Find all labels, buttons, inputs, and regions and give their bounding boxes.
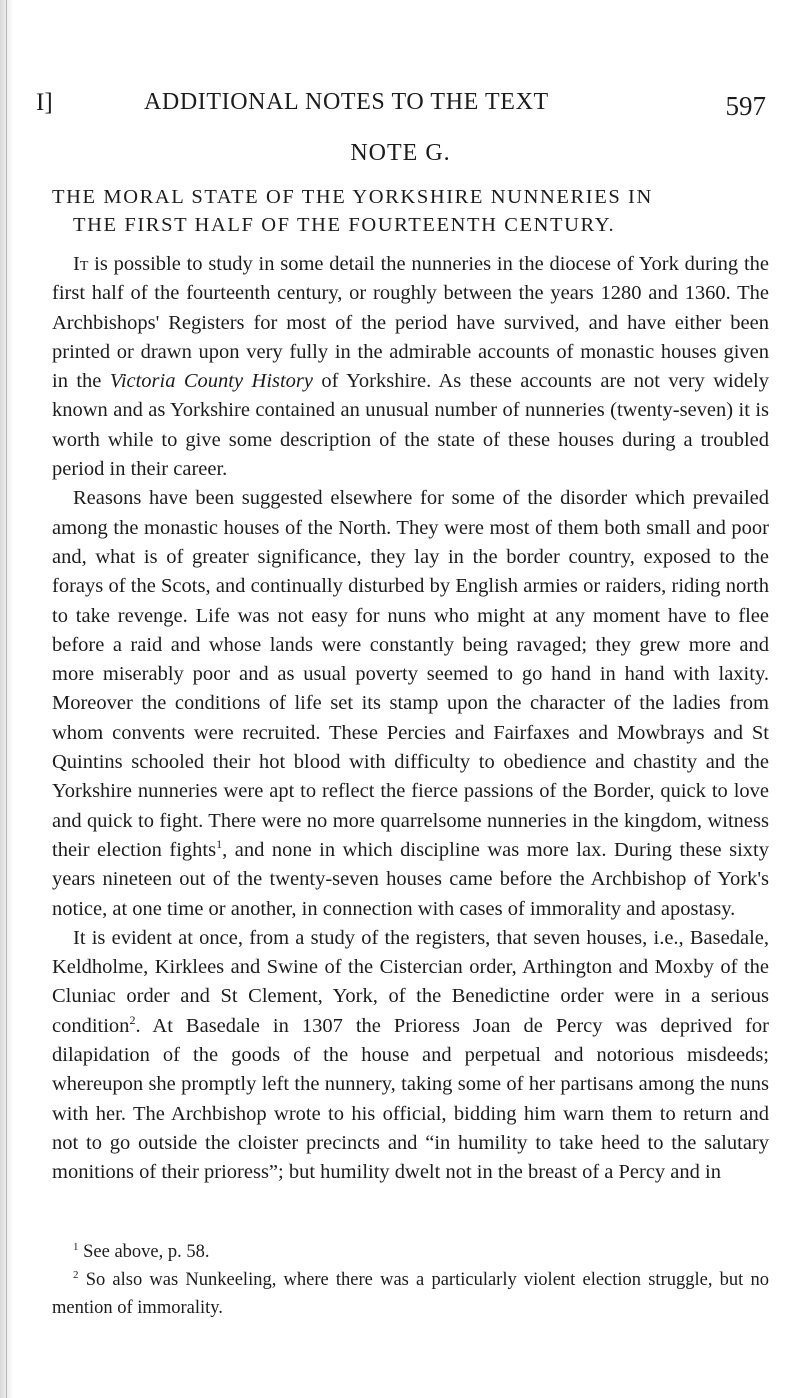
paragraph-text-continued: of Yorkshire. As these accounts are not very widely known and as Yorkshire contained an unusual number of nunneries (twenty-seven) it is worth while to give some description of the state of these houses during a troubled period in their career. [52,370,769,481]
footnote-text: So also was Nunkeeling, where there was a particularly violent election struggle, but no mention of immorality. [52,1270,769,1318]
paragraph-text: is possible to study in some detail the nunneries in the diocese of York during the first half of the fourteenth century, or roughly between the years 1280 and 1360. The Archbishops' Registers for most of the period have survived, and have either been printed or drawn upon very fully in the admirable accounts of monastic houses given in the [52,253,769,393]
section-title-line-2: THE FIRST HALF OF THE FOURTEENTH CENTURY. [73,214,616,236]
running-title: ADDITIONAL NOTES TO THE TEXT [144,89,549,115]
footnote-text: See above, p. 58. [78,1242,210,1262]
running-header [36,89,766,125]
paragraph-text-continued: . At Basedale in 1307 the Prioress Joan de Percy was deprived for dilapidation of the goods of the house and perpetual and notorious misdeeds; whereupon she promptly left the nunnery, taking some of her partisans among the nuns with her. The Archbishop wrote to his official, bidding him warn them to return and not to go outside the cloister precincts and “in humility to take heed to the salutary monitions of their prioress”; but humility dwelt not in the breast of a Percy and in [52,1014,769,1184]
paragraph-text-continued: , and none in which discipline was more lax. During these sixty years nineteen out of the twenty-seven houses came before the Archbishop of York's notice, at one time or another, in connection with cases of immorality and apostasy. [52,838,769,920]
body-text [52,250,769,1188]
paragraph [52,924,769,1188]
section-title [52,183,752,239]
footnote [52,1238,769,1266]
paragraph-text: Reasons have been suggested elsewhere for some of the disorder which prevailed among the monastic houses of the North. They were most of them both small and poor and, what is of greater significance, they lay in the border country, exposed to the forays of the Scots, and continually disturbed by English armies or raiders, riding north to take revenge. Life was not easy for nuns who might at any moment have to flee before a raid and whose lands were constantly being ravaged; they grew more and more miserably poor and as usual poverty seemed to go hand in hand with laxity. Moreover the conditions of life set its stamp upon the character of the ladies from whom convents were recruited. These Percies and Fairfaxes and Mowbrays and St Quintins schooled their hot blood with difficulty to obedience and chastity and the Yorkshire nunneries were apt to reflect the fierce passions of the Border, quick to love and quick to fight. There were no more quarrelsome nunneries in the kingdom, witness their election fights [52,487,769,861]
section-title-line-1: THE MORAL STATE OF THE YORKSHIRE NUNNERIES IN [52,186,653,208]
page-binding-edge [6,0,7,1398]
footnote-reference: 2 [129,1012,136,1027]
paragraph-lead-word: It [73,253,89,275]
note-heading: NOTE G. [350,140,451,166]
footnote [52,1266,769,1322]
footnotes [52,1238,769,1322]
footnote-mark: 2 [73,1268,79,1281]
footnote-reference: 1 [216,837,223,852]
paragraph [52,250,769,484]
paragraph-text: It is evident at once, from a study of the registers, that seven houses, i.e., Basedale, Keldholme, Kirklees and Swine of the Cistercian order, Arthington and Moxby of the Cluniac order and St Clement, York, of the Benedictine order were in a serious condition [52,926,769,1037]
page-binding-shadow [0,0,14,1398]
paragraph [52,484,769,923]
chapter-signature: I] [36,89,53,116]
page-number: 597 [725,91,766,121]
footnote-mark: 1 [73,1240,79,1253]
book-title: Victoria County History [109,370,314,393]
